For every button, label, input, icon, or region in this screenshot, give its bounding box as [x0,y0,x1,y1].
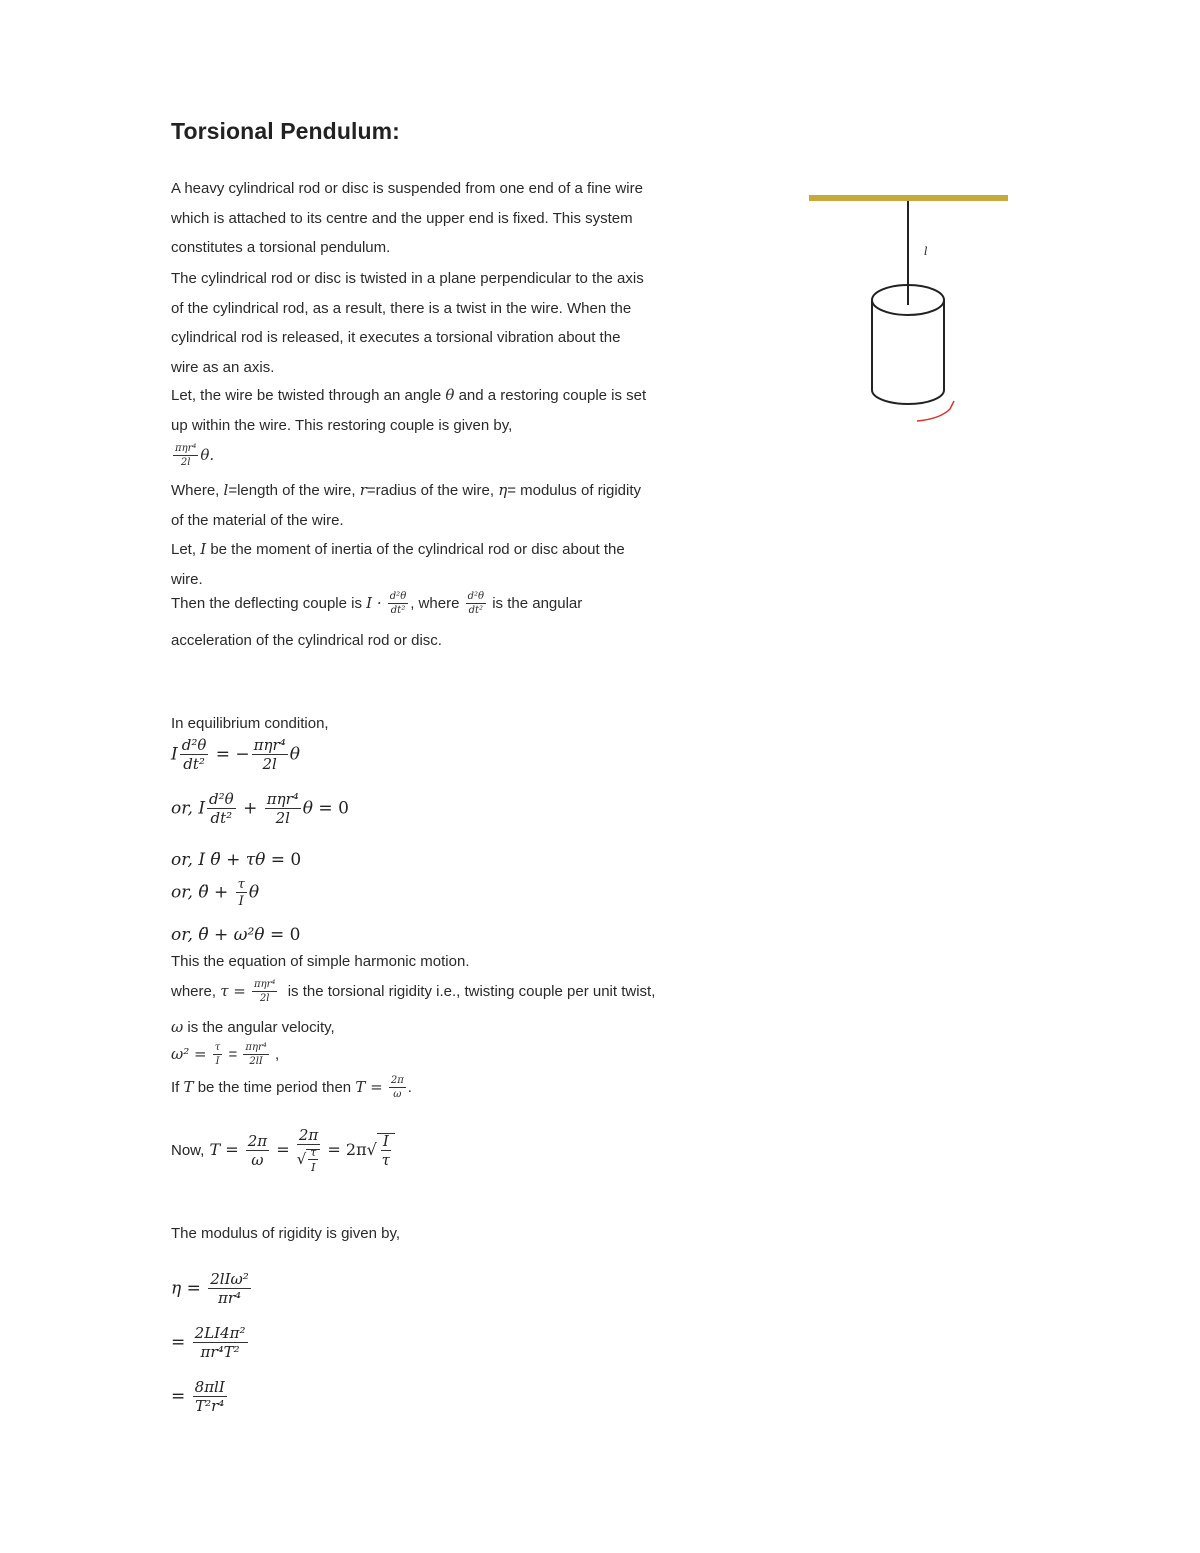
modulus-formula-1: η = $\frac{\text{2lIω²}}{\text{πr⁴}}$ [171,1270,249,1307]
modulus-heading: The modulus of rigidity is given by, [171,1225,400,1242]
where-label: Where, [171,482,220,499]
moment-of-inertia-text: Let, I be the moment of inertia of the cylindrical rod or disc about the wire. [171,540,625,588]
period-derivation: Now, T = $\frac{2\pi}{\omega}$ = 2π √ $\frac{\tau}{I}$ = 2π√ $\frac{I}{\tau}$ [171,1128,395,1173]
angular-velocity-line: ω is the angular velocity, [171,1018,335,1036]
torsional-pendulum-diagram [800,185,1020,435]
equation-3: or, I θ̈ + τθ = 0 [171,850,302,870]
length-def: =length of the wire, [228,482,356,499]
intro-paragraph-2: The cylindrical rod or disc is twisted in a plane perpendicular to the axis of the cylindrical rod, as a result, there is a twist in the wire. When the cylindrical rod is released, it executes a torsional vibration about the wire as an axis. [171,270,644,376]
page-title: Torsional Pendulum: [171,118,400,144]
modulus-formula-3: = $\frac{\text{8πlI}}{\text{T²r⁴}}$ [171,1378,225,1415]
theta-symbol: θ [445,386,455,404]
torsional-rigidity-line: where, τ = $\frac{\text{πηr⁴}}{2l}$ is the torsional rigidity i.e., twisting couple per unit twist, [171,979,656,1004]
modulus-formula-2: = $\frac{\text{2LI4π²}}{\text{πr⁴T²}}$ [171,1324,246,1361]
radius-def: =radius of the wire, [366,482,495,499]
omega-squared-formula: ω² = $\frac{\tau}{I}$ = $\frac{\text{πηr⁴}}{2lI}$ , [171,1042,280,1067]
deflecting-couple-line: Then the deflecting couple is I · $\frac{\text{d²θ}}{\text{dt²}}$ , where $\frac{\text{d²θ}}{\text{dt²}}$ is the angular [171,591,583,616]
modulus-def: = modulus of rigidity of the material of the wire. [171,482,642,529]
time-period-line: If T be the time period then T = $\frac{2\pi}{\omega}$ . [171,1075,412,1100]
equation-5: or, θ̈ + ω²θ = 0 [171,925,301,945]
restoring-couple-formula: $\frac{\text{πηr⁴}}{2l}$ θ. [175,443,215,468]
equation-2: or, I $\frac{\text{d²θ}}{\text{dt²}}$ + $\frac{\text{πηr⁴}}{2l}$ θ = 0 [171,790,349,827]
intro-paragraph-3 [171,381,651,440]
shm-note: This the equation of simple harmonic motion. [171,953,470,970]
deflecting-couple-line-2: acceleration of the cylindrical rod or disc. [171,632,442,649]
angle-text: Let, the wire be twisted through an angle [171,387,442,404]
d2theta-fraction-2: $\frac{\text{d²θ}}{\text{dt²}}$ [467,591,485,616]
equation-4: or, θ̈ + $\frac{\tau}{I}$ θ [171,877,260,909]
equilibrium-heading: In equilibrium condition, [171,715,329,732]
twist-arrow [917,401,954,421]
equation-1: I $\frac{\text{d²θ}}{\text{dt²}}$ = − $\frac{\text{πηr⁴}}{2l}$ θ [171,736,300,773]
wire-length-label: l [924,245,928,258]
d2theta-fraction: $\frac{\text{d²θ}}{\text{dt²}}$ [389,591,407,616]
couple-fraction: $\frac{\text{πηr⁴}}{2l}$ [175,443,197,468]
where-definitions: Where, l=length of the wire, r=radius of the wire, η= modulus of rigidity of the material of the wire. [171,481,642,529]
restoring-text: and a restoring couple is set up within the wire. This restoring couple is given by, [171,387,647,434]
intro-paragraph-1: A heavy cylindrical rod or disc is suspended from one end of a fine wire which is attached to its centre and the upper end is fixed. This system constitutes a torsional pendulum. [171,180,643,256]
fixed-support-bar [809,195,1008,201]
